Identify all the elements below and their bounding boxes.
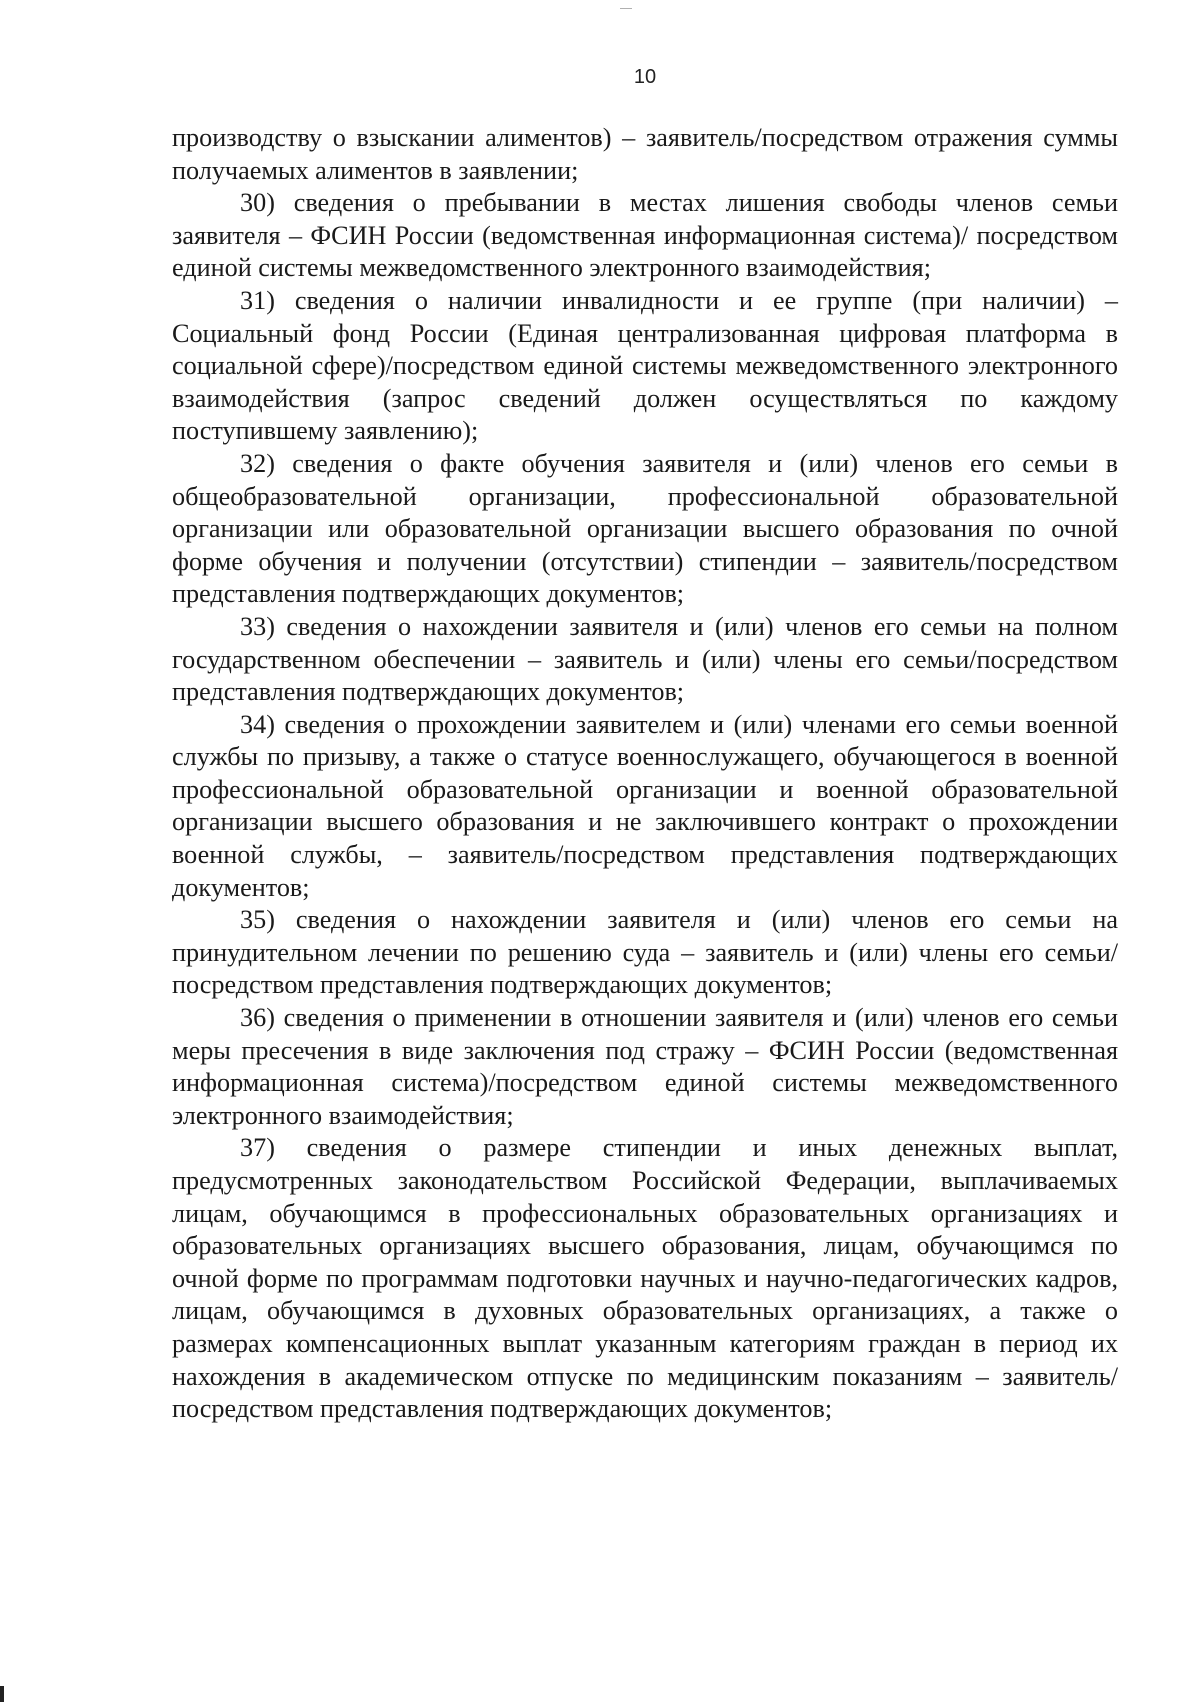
scan-artifact: [620, 8, 632, 13]
document-body: [172, 122, 1118, 1426]
list-item-31: 31) сведения о наличии инвалидности и ее группе (при наличии) – Социальный фонд России (Единая централизованная цифровая платформа в социальной сфере)/посредством единой системы межведомственного электронного взаимодействия (запрос сведений должен осуществляться по каждому поступившему заявлению);: [172, 285, 1118, 446]
paragraph-continuation: производству о взыскании алиментов) – заявитель/посредством отражения суммы получаемых алиментов в заявлении;: [172, 123, 1118, 185]
list-item-30: 30) сведения о пребывании в местах лишения свободы членов семьи заявителя – ФСИН России (ведомственная информационная система)/ посредством единой системы межведомственного электронного взаимодействия;: [172, 188, 1118, 283]
page-number: 10: [633, 66, 657, 88]
scan-edge-artifact: [0, 1686, 4, 1702]
list-item-36: 36) сведения о применении в отношении заявителя и (или) членов его семьи меры пресечения в виде заключения под стражу – ФСИН России (ведомственная информационная система)/посредством единой системы межведомственного электронного взаимодействия;: [172, 1003, 1118, 1130]
list-item-35: 35) сведения о нахождении заявителя и (или) членов его семьи на принудительном лечении по решению суда – заявитель и (или) члены его семьи/посредством представления подтверждающих документов;: [172, 905, 1118, 1000]
list-item-37: 37) сведения о размере стипендии и иных денежных выплат, предусмотренных законодательством Российской Федерации, выплачиваемых лицам, обучающимся в профессиональных образовательных организациях и образовательных организациях высшего образования, лицам, обучающимся по очной форме по программам подготовки научных и научно-педагогических кадров, лицам, обучающимся в духовных образовательных организациях, а также о размерах компенсационных выплат указанным категориям граждан в период их нахождения в академическом отпуске по медицинским показаниям – заявитель/посредством представления подтверждающих документов;: [172, 1133, 1118, 1424]
list-item-34: 34) сведения о прохождении заявителем и (или) членами его семьи военной службы по призыву, а также о статусе военнослужащего, обучающегося в военной профессиональной образовательной организации и военной образовательной организации высшего образования и не заключившего контракт о прохождении военной службы, – заявитель/посредством представления подтверждающих документов;: [172, 709, 1118, 902]
list-item-32: 32) сведения о факте обучения заявителя и (или) членов его семьи в общеобразовательной организации, профессиональной образовательной организации или образовательной организации высшего образования по очной форме обучения и получении (отсутствии) стипендии – заявитель/посредством представления подтверждающих документов;: [172, 448, 1118, 609]
list-item-33: 33) сведения о нахождении заявителя и (или) членов его семьи на полном государственном обеспечении – заявитель и (или) члены его семьи/посредством представления подтверждающих документов;: [172, 611, 1118, 707]
